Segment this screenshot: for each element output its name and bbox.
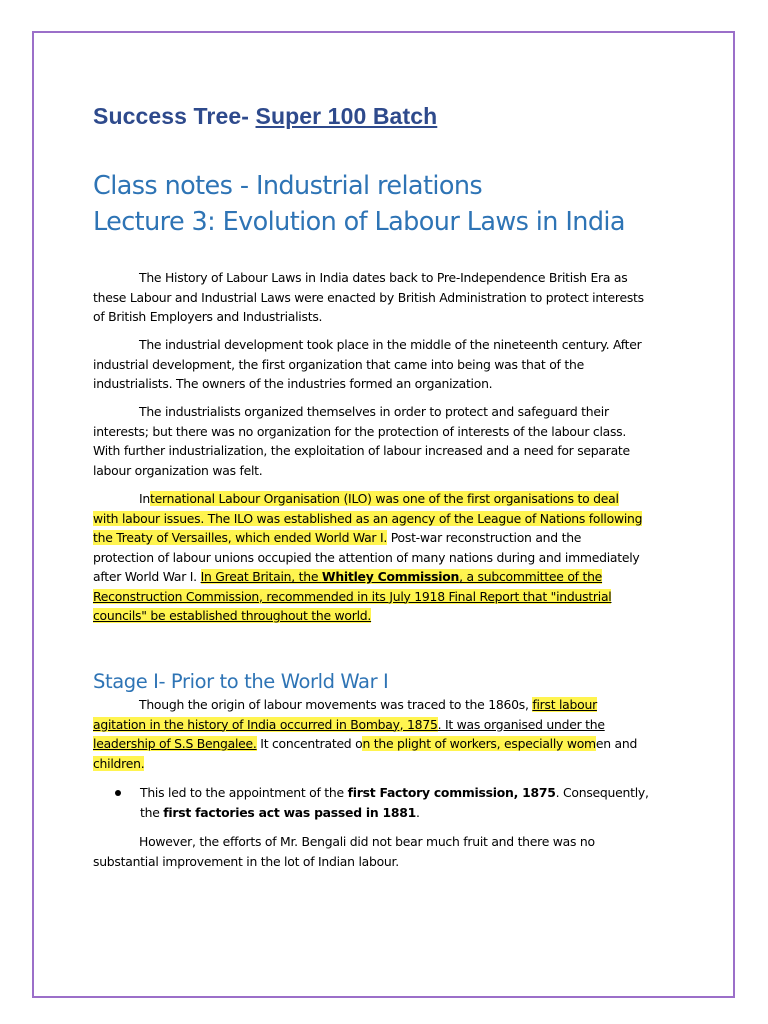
text-line: substantial improvement in the lot of Indian labour.	[93, 853, 399, 869]
highlight: leadership of S.S Bengalee.	[93, 736, 257, 751]
class-notes-title: Class notes - Industrial relations	[93, 171, 483, 201]
text-line	[93, 509, 678, 529]
highlight: Reconstruction Commission, recommended in its July 1918 Final Report that "industrial	[93, 588, 612, 604]
highlight: n the plight of workers, especially wom	[362, 736, 596, 751]
text-line: agitation in the history of India occurred in Bombay, 1875. It was organised under the	[93, 716, 605, 732]
text-line: The industrial development took place in the middle of the nineteenth century. After	[139, 337, 642, 352]
whitley-commission: Whitley Commission	[321, 569, 460, 584]
text-line: International Labour Organisation (ILO) was one of the first organisations to deal	[139, 491, 619, 506]
text-line: industrialists. The owners of the industries formed an organization.	[93, 376, 493, 391]
paragraph-history	[93, 268, 678, 327]
text-line	[93, 587, 678, 607]
highlight: first labour	[532, 697, 597, 712]
text-line: With further industrialization, the exploitation of labour increased and a need for separate	[93, 443, 630, 458]
brand-name: Success Tree-	[93, 103, 256, 129]
text-line: of British Employers and Industrialists.	[93, 309, 323, 324]
text-line: after World War I. In Great Britain, the Whitley Commission, a subcommittee of the	[93, 569, 603, 584]
highlight: agitation in the history of India occurred in Bombay, 1875	[93, 716, 438, 732]
bullet-icon	[115, 790, 121, 796]
text-line: The industrialists organized themselves in order to protect and safeguard their	[139, 404, 609, 419]
paragraph-origin	[93, 695, 678, 773]
text-line	[93, 754, 678, 774]
highlight: children.	[93, 755, 145, 771]
text-line: labour organization was felt.	[93, 462, 263, 478]
paragraph-industrial-development	[93, 335, 678, 394]
bullet-factory-commission	[140, 783, 680, 822]
brand-heading	[93, 103, 437, 130]
text-line: these Labour and Industrial Laws were enacted by British Administration to protect interests	[93, 289, 644, 305]
paragraph-ilo	[93, 489, 678, 626]
paragraph-efforts	[93, 832, 678, 871]
text-line	[93, 606, 678, 626]
text-line: leadership of S.S Bengalee. It concentrated on the plight of workers, especially women and	[93, 736, 638, 751]
text-line: industrial development, the first organization that came into being was that of the	[93, 356, 584, 372]
highlight: with labour issues. The ILO was established as an agency of the League of Nations following	[93, 510, 643, 526]
batch-name: Super 100 Batch	[255, 103, 438, 129]
text-line: This led to the appointment of the first Factory commission, 1875. Consequently,	[140, 785, 649, 800]
text-line: interests; but there was no organization for the protection of interests of the labour class.	[93, 423, 627, 439]
text-line: Though the origin of labour movements was traced to the 1860s, first labour	[139, 697, 597, 712]
highlight: councils" be established throughout the world.	[93, 608, 372, 623]
text-line: the Treaty of Versailles, which ended World War I. Post-war reconstruction and the	[93, 530, 582, 545]
text-line: The History of Labour Laws in India dates back to Pre-Independence British Era as	[139, 270, 628, 285]
text-line: However, the efforts of Mr. Bengali did not bear much fruit and there was no	[139, 834, 595, 849]
highlight: the Treaty of Versailles, which ended World War I.	[93, 530, 388, 545]
paragraph-industrialists	[93, 402, 678, 480]
stage-heading: Stage I- Prior to the World War I	[93, 670, 389, 693]
lecture-title: Lecture 3: Evolution of Labour Laws in India	[93, 207, 625, 237]
highlight: ternational Labour Organisation (ILO) was one of the first organisations to deal	[150, 491, 619, 506]
text-line: the first factories act was passed in 1881.	[140, 804, 420, 820]
highlight: In Great Britain, the Whitley Commission, a subcommittee of the	[200, 569, 603, 584]
text-line: protection of labour unions occupied the attention of many nations during and immediately	[93, 549, 640, 565]
